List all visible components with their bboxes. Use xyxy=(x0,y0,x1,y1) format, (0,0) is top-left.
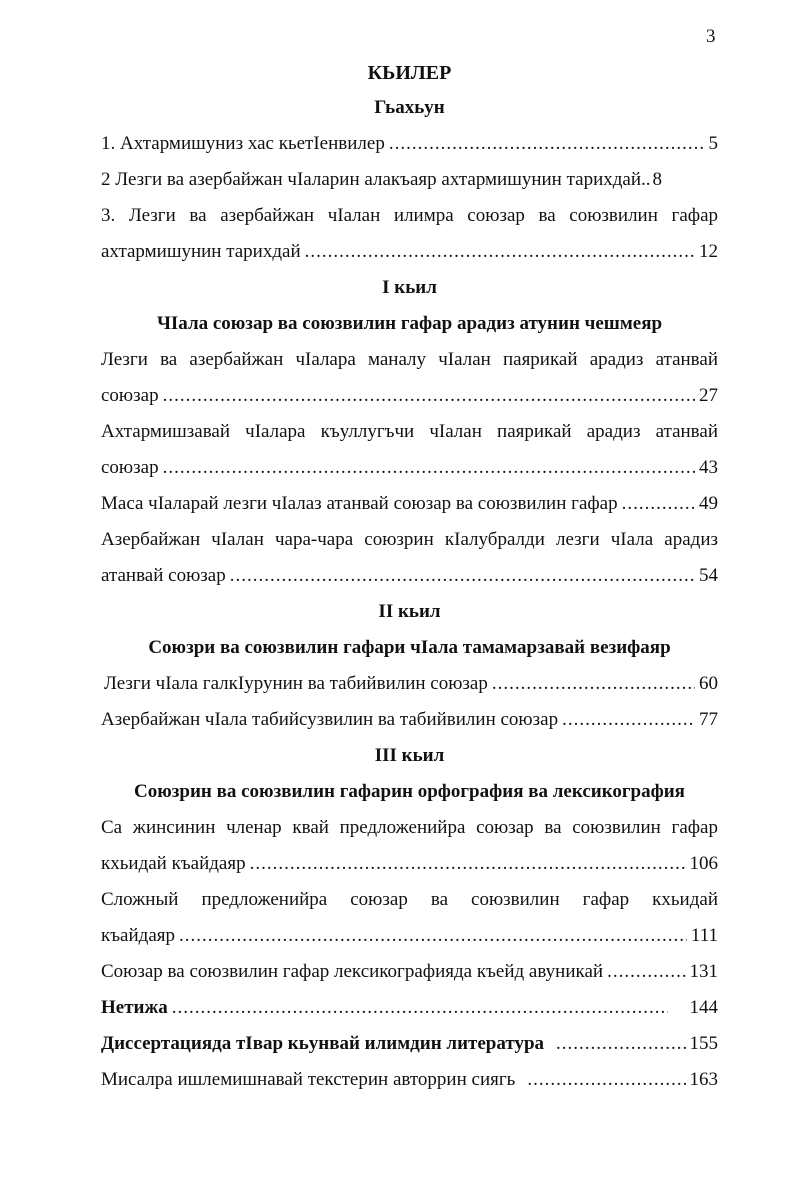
intro-heading: Гьахьун xyxy=(374,97,445,118)
dot-leader xyxy=(305,234,695,270)
toc-entry-page: 111 xyxy=(690,925,718,946)
toc-entry-text-line1: Лезги ва азербайжан чIалара маналу чIалан паярикай арадиз атанвай xyxy=(101,349,718,370)
chapter2-label: II кьил xyxy=(378,601,441,622)
toc-entry[interactable] xyxy=(101,810,718,882)
toc-entry-text: Диссертацияда тIвар кьунвай илимдин литература xyxy=(101,1033,545,1054)
toc-entry-page: 5 xyxy=(708,133,718,154)
toc-entry-page: 43 xyxy=(699,457,718,478)
toc-entry-text-line1: Сложный предложенийра союзар ва союзвилин гафар кхьидай xyxy=(101,889,718,910)
toc-entry-text: Мисалра ишлемишнавай текстерин авторрин сиягь xyxy=(101,1069,516,1090)
toc-entry-page: 8 xyxy=(652,169,663,190)
toc-entry[interactable] xyxy=(101,486,718,522)
dot-leader xyxy=(179,918,687,954)
toc-title: КЬИЛЕР xyxy=(367,62,452,84)
toc-entry-text: 1. Ахтармишуниз хас кьетIенвилер xyxy=(101,133,385,154)
toc-entry-text: Маса чIаларай лезги чIалаз атанвай союзар ва союзвилин гафар xyxy=(101,493,618,514)
toc-entry[interactable] xyxy=(101,954,718,990)
toc-entry[interactable] xyxy=(101,126,718,162)
toc-entry-text-line2: атанвай союзар xyxy=(101,565,226,586)
toc-entry-text-line2: къайдаяр xyxy=(101,925,175,946)
dot-leader xyxy=(230,558,695,594)
toc-entry-bibliography[interactable] xyxy=(101,1026,718,1062)
toc-entry[interactable] xyxy=(101,666,718,702)
toc-entry-page: 77 xyxy=(699,709,718,730)
toc-entry[interactable] xyxy=(101,198,718,270)
toc-entry-text: Азербайжан чIала табийсузвилин ва табийвилин союзар xyxy=(101,709,559,730)
toc-entry-text-line2: союзар xyxy=(101,457,159,478)
toc-entry-page: 54 xyxy=(699,565,718,586)
chapter2-heading: Союзри ва союзвилин гафари чIала тамамарзавай везифаяр xyxy=(148,637,671,658)
chapter1-heading: ЧIала союзар ва союзвилин гафар арадиз атунин чешмеяр xyxy=(156,313,663,334)
toc-entry-page: 144 xyxy=(689,997,718,1018)
chapter3-heading: Союзрин ва союзвилин гафарин орфография ва лексикография xyxy=(134,781,685,802)
toc-entry-page: 163 xyxy=(689,1069,718,1090)
toc-entry[interactable] xyxy=(101,414,718,486)
toc-entry-text: 2 Лезги ва азербайжан чIаларин алакъаяр ахтармишунин тарихдай.. xyxy=(101,169,651,190)
toc-entry-text: Нетижа xyxy=(101,997,168,1018)
dot-leader xyxy=(172,990,668,1026)
dot-leader xyxy=(250,846,686,882)
toc-entry-page: 131 xyxy=(689,961,718,982)
toc-entry-page: 27 xyxy=(699,385,718,406)
toc-entry[interactable] xyxy=(101,522,718,594)
toc-entry-text: Союзар ва союзвилин гафар лексикографияда къейд авуникай xyxy=(101,961,604,982)
toc-entry-page: 49 xyxy=(699,493,718,514)
chapter3-label: III кьил xyxy=(374,745,445,766)
toc-entry-text-line1: Ахтармишзавай чIалара къуллугъчи чIалан паярикай арадиз атанвай xyxy=(101,421,718,442)
toc-entry[interactable] xyxy=(101,162,718,198)
toc-entry-text-line1: Са жинсинин членар квай предложенийра союзар ва союзвилин гафар xyxy=(101,817,718,838)
dot-leader xyxy=(527,1062,685,1098)
table-of-contents xyxy=(101,56,718,1098)
toc-entry-text-line2: кхьидай къайдаяр xyxy=(101,853,246,874)
toc-entry-conclusion[interactable] xyxy=(101,990,718,1026)
chapter1-label: I кьил xyxy=(382,277,437,298)
toc-entry-text-line1: Азербайжан чIалан чара-чара союзрин кIалубралди лезги чIала арадиз xyxy=(101,529,718,550)
dot-leader xyxy=(163,378,695,414)
dot-leader xyxy=(556,1026,685,1062)
toc-entry-text-line2: союзар xyxy=(101,385,159,406)
dot-leader xyxy=(607,954,685,990)
dot-leader xyxy=(163,450,695,486)
toc-entry-sources[interactable] xyxy=(101,1062,718,1098)
page-number: 3 xyxy=(706,26,716,47)
toc-entry-text: Лезги чIала галкIурунин ва табийвилин союзар xyxy=(104,673,488,694)
toc-entry[interactable] xyxy=(101,882,718,954)
toc-entry-page: 155 xyxy=(689,1033,718,1054)
dot-leader xyxy=(492,666,695,702)
toc-entry-page: 60 xyxy=(699,673,718,694)
dot-leader xyxy=(562,702,695,738)
toc-entry-text-line2: ахтармишунин тарихдай xyxy=(101,241,301,262)
dot-leader xyxy=(622,486,695,522)
toc-entry[interactable] xyxy=(101,702,718,738)
toc-entry-page: 12 xyxy=(699,241,718,262)
toc-entry-page: 106 xyxy=(689,853,718,874)
toc-entry-text-line1: 3. Лезги ва азербайжан чIалан илимра союзар ва союзвилин гафар xyxy=(101,205,718,226)
toc-entry[interactable] xyxy=(101,342,718,414)
dot-leader xyxy=(389,126,705,162)
